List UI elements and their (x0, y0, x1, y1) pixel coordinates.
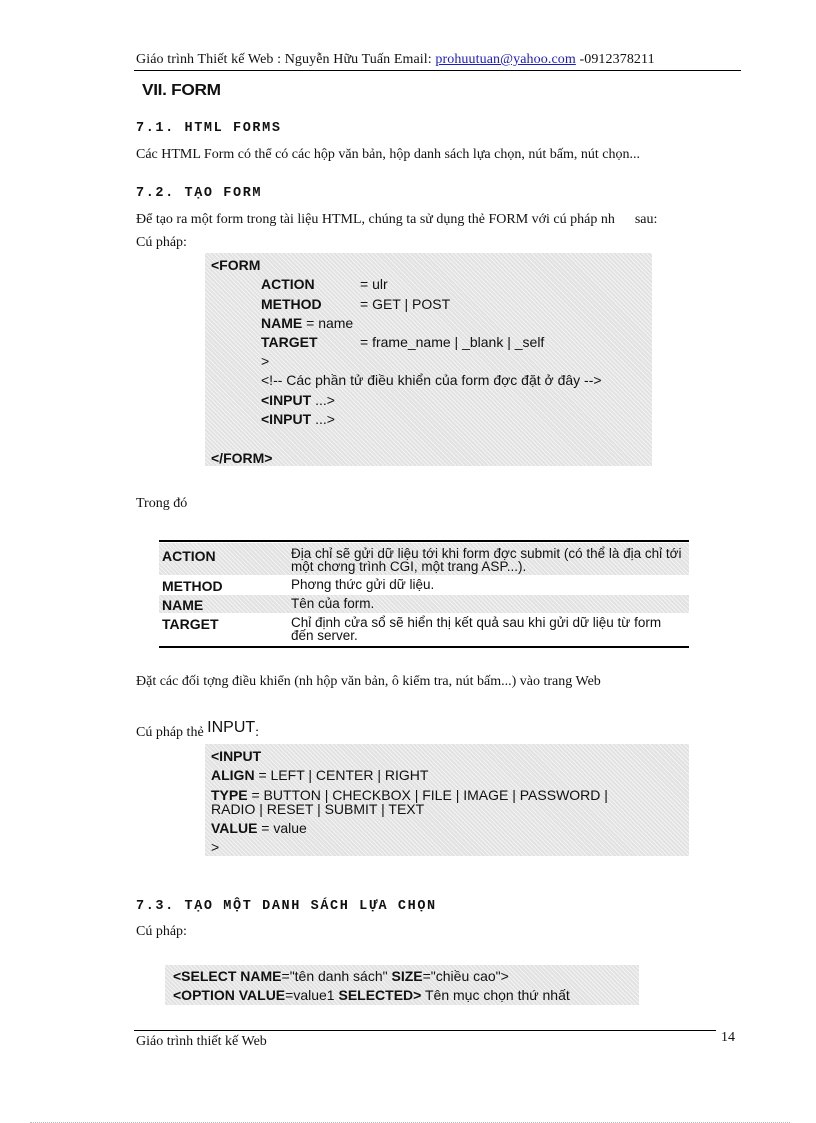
table-key: NAME (162, 597, 204, 613)
form-method-key: METHOD (261, 296, 322, 312)
running-header (136, 52, 655, 68)
syntax-label-form: Cú pháp: (136, 235, 187, 250)
header-phone: -0912378211 (575, 52, 655, 67)
table-value: Chỉ định cửa sổ sẽ hiển thị kết quả sau khi gửi dữ liệu từ form đến server. (291, 615, 662, 643)
input-syntax-label (136, 719, 260, 741)
table-row (159, 576, 689, 594)
form-syntax-box (205, 253, 652, 466)
form-comment: <!-- Các phần tử điều khiển của form đợc đặt ở đây --> (261, 372, 602, 388)
option-text: Tên mục chọn thứ nhất (421, 987, 570, 1003)
input-value-key: VALUE (211, 820, 258, 836)
table-value: Địa chỉ sẽ gửi dữ liệu tới khi form đợc submit (có thể là địa chỉ tới một chơng trình CGI, một trang ASP...). (291, 546, 682, 574)
select-name-value: ="tên danh sách" (281, 968, 392, 984)
select-size-value: ="chiều cao"> (422, 968, 509, 984)
chapter-title: VII. FORM (142, 82, 221, 99)
input-type-value: = BUTTON | CHECKBOX | FILE | IMAGE | PASSWORD | (247, 787, 608, 803)
form-input-rest-1: ...> (311, 392, 335, 408)
input-align-key: ALIGN (211, 767, 255, 783)
input-open-tag: <INPUT (211, 748, 262, 764)
form-name-key: NAME (261, 315, 303, 331)
header-email-link[interactable]: prohuutuan@yahoo.com (435, 52, 576, 67)
where-label: Trong đó (136, 496, 188, 511)
section-heading-select-list: 7.3. TẠO MỘT DANH SÁCH LỰA CHỌN (136, 899, 437, 914)
table-value: Tên của form. (291, 596, 375, 611)
table-key: METHOD (162, 578, 223, 594)
form-input-rest-2: ...> (311, 411, 335, 427)
form-input-tag-1: <INPUT (261, 392, 312, 408)
form-method-value: = GET | POST (360, 296, 451, 312)
input-gt: > (211, 839, 220, 855)
table-top-rule (159, 540, 689, 542)
header-title: Giáo trình Thiết kế Web : Nguyễn Hữu Tuấn Email: (136, 52, 436, 67)
option-open-tag: <OPTION VALUE (173, 987, 286, 1003)
input-value-value: = value (257, 820, 307, 836)
input-type-key: TYPE (211, 787, 248, 803)
table-key: ACTION (162, 548, 216, 564)
select-syntax-box (165, 965, 639, 1005)
table-key: TARGET (162, 616, 219, 632)
option-value: =value1 (285, 987, 339, 1003)
input-syntax-colon: : (255, 725, 260, 740)
footer-title: Giáo trình thiết kế Web (136, 1034, 267, 1049)
header-rule (134, 70, 741, 71)
table-row (159, 543, 689, 575)
paragraph-create-form-a: Để tạo ra một form trong tài liệu HTML, chúng ta sử dụng thẻ FORM với cú pháp nh (136, 212, 615, 227)
footer-rule (134, 1030, 716, 1031)
form-open-tag: <FORM (211, 257, 261, 273)
form-close-tag: </FORM> (211, 450, 273, 466)
form-name-value: = name (302, 315, 354, 331)
paragraph-place-controls: Đặt các đối tợng điều khiển (nh hộp văn bản, ô kiểm tra, nút bấm...) vào trang Web (136, 674, 601, 689)
form-target-value: = frame_name | _blank | _self (360, 334, 545, 350)
table-row (159, 614, 689, 646)
select-size-key: SIZE (391, 968, 423, 984)
input-type-value-2: RADIO | RESET | SUBMIT | TEXT (211, 801, 425, 817)
paragraph-create-form (136, 212, 657, 228)
form-gt: > (261, 353, 270, 369)
form-action-key: ACTION (261, 276, 315, 292)
form-action-value: = ulr (360, 276, 388, 292)
syntax-label-select: Cú pháp: (136, 924, 187, 939)
section-heading-html-forms: 7.1. HTML FORMS (136, 121, 282, 136)
form-input-tag-2: <INPUT (261, 411, 312, 427)
page-number: 14 (721, 1030, 735, 1045)
input-syntax-prefix: Cú pháp thẻ (136, 725, 208, 740)
input-align-value: = LEFT | CENTER | RIGHT (254, 767, 429, 783)
option-selected: SELECTED> (338, 987, 422, 1003)
table-value: Phơng thức gửi dữ liệu. (291, 577, 435, 592)
paragraph-create-form-b: sau: (634, 212, 658, 227)
form-target-key: TARGET (261, 334, 318, 350)
table-bottom-rule (159, 646, 689, 648)
input-syntax-box (205, 744, 689, 856)
select-open-tag: <SELECT NAME (173, 968, 282, 984)
section-heading-create-form: 7.2. TẠO FORM (136, 186, 263, 201)
table-row (159, 595, 689, 613)
paragraph-html-forms: Các HTML Form có thể có các hộp văn bản, hộp danh sách lựa chọn, nút bấm, nút chọn... (136, 147, 640, 162)
input-syntax-tag: INPUT (207, 719, 256, 736)
